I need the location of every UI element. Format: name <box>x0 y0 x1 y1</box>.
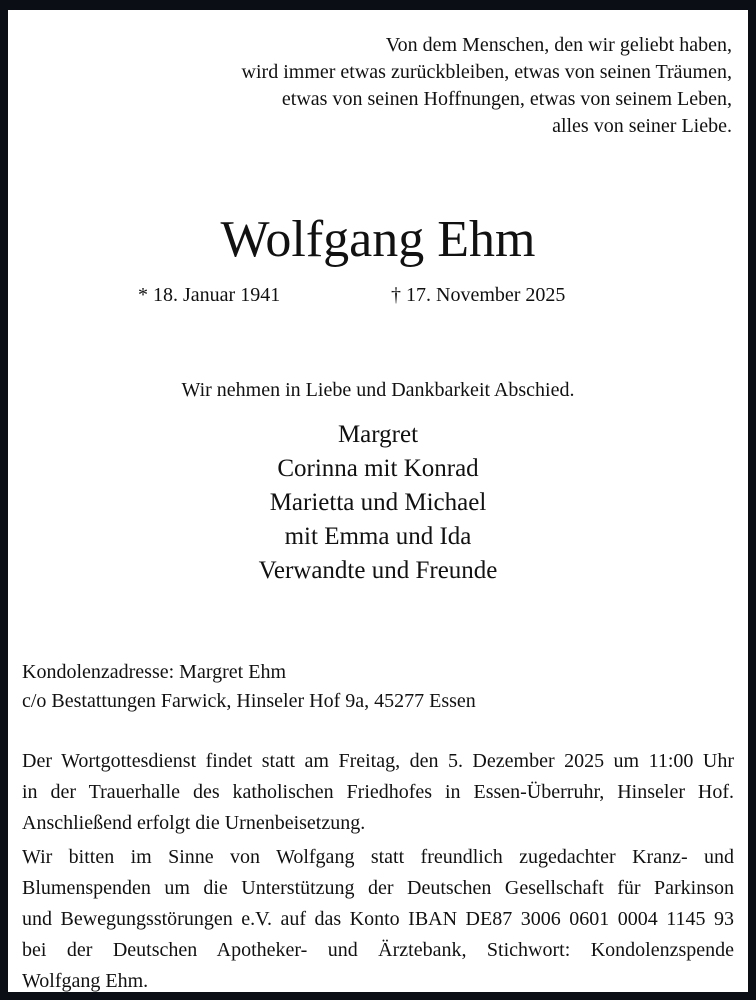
mourner: Margret <box>337 421 419 448</box>
birth-date: * 18. Januar 1941 <box>138 284 281 306</box>
donation-line: bei der Deutschen Apotheker- und Ärztebank, Stichwort: Kondolenzspende <box>22 939 734 961</box>
service-info <box>22 746 734 839</box>
donation-line: Wolfgang Ehm. <box>22 970 149 992</box>
mourner: Marietta und Michael <box>269 489 487 516</box>
mourner: Corinna mit Konrad <box>277 455 479 482</box>
deceased-name: Wolfgang Ehm <box>220 211 536 268</box>
mourner: Verwandte und Freunde <box>258 557 498 584</box>
donation-line: Wir bitten im Sinne von Wolfgang statt freundlich zugedachter Kranz- und <box>22 846 734 868</box>
quote-line: alles von seiner Liebe. <box>552 115 732 137</box>
death-date: † 17. November 2025 <box>391 284 566 306</box>
condolence-address <box>22 658 476 716</box>
mourner: mit Emma und Ida <box>284 523 472 550</box>
donation-line: Blumenspenden um die Unterstützung der Deutschen Gesellschaft für Parkinson <box>22 877 734 899</box>
mourners-list <box>8 418 748 588</box>
quote-line: etwas von seinen Hoffnungen, etwas von seinem Leben, <box>281 88 732 110</box>
donation-line: und Bewegungsstörungen e.V. auf das Konto IBAN DE87 3006 0601 0004 1145 93 <box>22 908 734 930</box>
quote-line: wird immer etwas zurückbleiben, etwas von seinen Träumen, <box>241 61 732 83</box>
donation-info <box>22 842 734 997</box>
address-line: Kondolenzadresse: Margret Ehm <box>22 661 286 683</box>
obituary-notice <box>8 10 748 992</box>
service-line: Der Wortgottesdienst findet statt am Freitag, den 5. Dezember 2025 um 11:00 Uhr <box>22 750 734 772</box>
quote-line: Von dem Menschen, den wir geliebt haben, <box>385 34 732 56</box>
service-line: in der Trauerhalle des katholischen Friedhofes in Essen-Überruhr, Hinseler Hof. <box>22 781 734 803</box>
memorial-quote <box>242 32 732 140</box>
service-line: Anschließend erfolgt die Urnenbeisetzung. <box>22 812 366 834</box>
address-line: c/o Bestattungen Farwick, Hinseler Hof 9a, 45277 Essen <box>22 690 476 712</box>
farewell-line: Wir nehmen in Liebe und Dankbarkeit Abschied. <box>181 379 575 401</box>
